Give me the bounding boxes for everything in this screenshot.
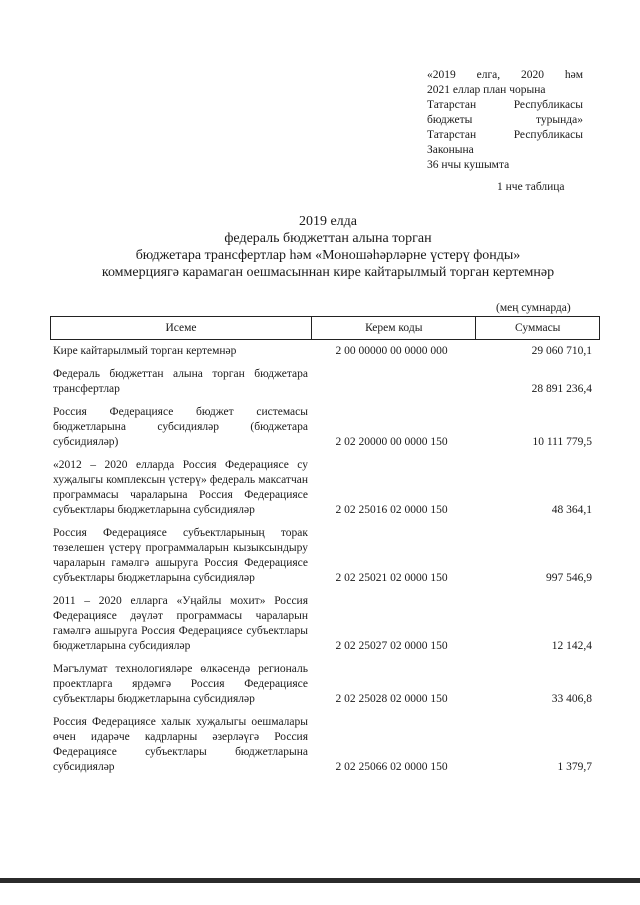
revenue-table (50, 316, 600, 783)
row-amount: 33 406,8 (551, 693, 592, 705)
row-code: 2 02 25016 02 0000 150 (335, 504, 448, 516)
annex-text: 2020 (521, 69, 545, 81)
row-name: Федераль бюджеттан алына торган бюджетара трансфертлар (53, 368, 308, 395)
row-name: Россия Федерациясе бюджет системасы бюджетларына субсидияләр (бюджетара субсидияләр) (53, 406, 308, 448)
table-row (50, 662, 600, 707)
units-label: (мең сумнарда) (496, 302, 571, 314)
annex-text: елга, (476, 69, 501, 81)
row-code: 2 02 20000 00 0000 150 (335, 436, 448, 448)
row-amount: 12 142,4 (551, 640, 592, 652)
row-name: Россия Федерациясе халык хуҗалыгы оешмалары өчен идарәче кадрларны әзерләүгә Россия Федерациясе субъектлары бюджетларына субсидияләр (53, 716, 308, 773)
scan-edge-bar (0, 878, 640, 883)
row-amount: 10 111 779,5 (532, 436, 592, 448)
row-name: Мәгълумат технологияләре өлкәсендә региональ проектларга ярдәмгә Россия Федерациясе субъектлары бюджетларына субсидияләр (53, 663, 308, 705)
row-name: «2012 – 2020 елларда Россия Федерациясе су хуҗалыгы комплексын үстерү» федераль максатчан программасы чараларына Россия Федерациясе субъектлары бюджетларына субсидияләр (53, 459, 308, 516)
table-row (50, 367, 600, 397)
row-name: 2011 – 2020 елларга «Уңайлы мохит» Россия Федерациясе дәүләт программасы чараларын гамәлгә ашыруга Россия Федерациясе субъектлары бюджетларына субсидияләр (53, 595, 308, 652)
table-row (50, 526, 600, 586)
title-line-3: бюджетара трансфертлар һәм «Моношәһәрләрне үстерү фонды» (135, 248, 521, 263)
annex-text: Республикасы (513, 129, 583, 141)
header-code: Керем коды (312, 317, 476, 339)
annex-text: «2019 (427, 69, 456, 81)
table-row (50, 344, 600, 359)
header-name: Исеме (51, 317, 312, 339)
annex-line-2: 2021 еллар план чорына (427, 84, 546, 96)
annex-line-6: Законына (427, 144, 474, 156)
row-amount: 1 379,7 (557, 761, 592, 773)
row-name: Кире кайтарылмый торган кертемнәр (53, 345, 237, 357)
table-header (50, 316, 600, 340)
annex-text: Республикасы (513, 99, 583, 111)
title-line-1: 2019 елда (298, 214, 358, 229)
annex-reference (427, 68, 583, 173)
annex-line-5 (427, 128, 583, 143)
annex-line-1 (427, 68, 583, 83)
annex-line-3 (427, 98, 583, 113)
table-row (50, 458, 600, 518)
annex-line-4 (427, 113, 583, 128)
table-row (50, 594, 600, 654)
row-code: 2 02 25027 02 0000 150 (335, 640, 448, 652)
row-code: 2 02 25028 02 0000 150 (335, 693, 448, 705)
header-amount: Суммасы (515, 321, 561, 334)
row-amount: 28 891 236,4 (531, 383, 592, 395)
row-amount: 48 364,1 (551, 504, 592, 516)
row-code (312, 367, 477, 397)
title-line-4: коммерциягә карамаган оешмасыннан кире кайтарылмый торган кертемнәр (101, 265, 555, 280)
row-amount: 29 060 710,1 (531, 345, 592, 357)
table-number: 1 нче таблица (497, 181, 565, 193)
annex-text: бюджеты (427, 114, 473, 126)
table-row (50, 715, 600, 775)
row-name: Россия Федерациясе субъектларының торак төзелешен үстерү программаларын кызыксындыру чараларын гамәлгә ашыруга Россия Федерациясе субъектлары бюджетларына субсидияләр (53, 527, 308, 584)
title-line-2: федераль бюджеттан алына торган (224, 231, 432, 246)
row-code: 2 02 25066 02 0000 150 (335, 761, 448, 773)
annex-text: һәм (564, 69, 584, 81)
document-title (80, 213, 576, 281)
row-amount: 997 546,9 (546, 572, 592, 584)
row-code: 2 00 00000 00 0000 000 (335, 345, 448, 357)
table-row (50, 405, 600, 450)
annex-text: Татарстан (427, 99, 477, 111)
row-code: 2 02 25021 02 0000 150 (335, 572, 448, 584)
annex-line-7: 36 нчы кушымта (427, 159, 510, 171)
annex-text: Татарстан (427, 129, 477, 141)
annex-text: турында» (536, 114, 583, 126)
